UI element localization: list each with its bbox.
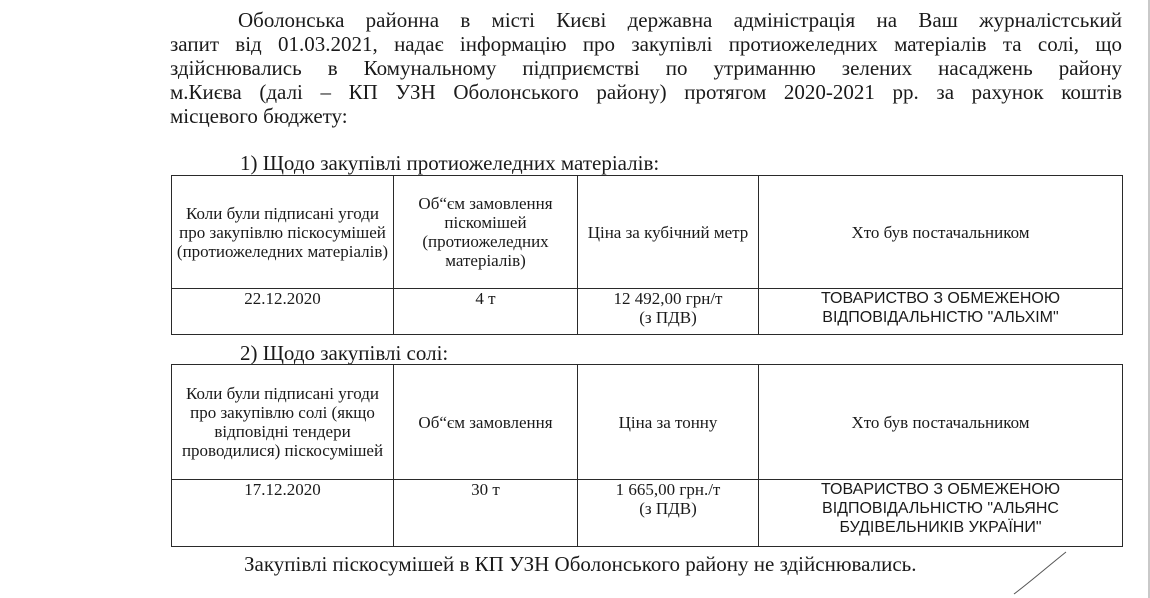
table-header-row [172,365,1123,480]
header-cell-date: Коли були підписані угоди про закупівлю солі (якщо відповідні тендери проводилися) піскосумішей [172,365,394,480]
header-cell-price: Ціна за тонну [578,365,759,480]
salt-table [171,364,1123,547]
header-cell-volume: Об“єм замовлення піскомішей (протиожеледних матеріалів) [394,176,578,289]
table-row [172,480,1123,547]
intro-line: Оболонська районна в місті Києві державна адміністрація на Ваш журналістський [238,8,1122,32]
cell-date: 22.12.2020 [172,289,394,335]
header-cell-date: Коли були підписані угоди про закупівлю піскосумішей (протиожеледних матеріалів) [172,176,394,289]
price-value: 12 492,00 грн/т [613,289,723,308]
cell-price [578,480,759,547]
table-row [172,289,1123,335]
antiice-materials-table [171,175,1123,335]
cell-volume: 30 т [394,480,578,547]
cell-date: 17.12.2020 [172,480,394,547]
intro-line: запит від 01.03.2021, надає інформацію про закупівлі протиожеледних матеріалів та солі, що [170,32,1122,56]
price-vat-note: (з ПДВ) [639,499,697,518]
supplier-line: ТОВАРИСТВО З ОБМЕЖЕНОЮ [821,481,1060,498]
intro-line: здійснювались в Комунальному підприємстві по утриманню зелених насаджень району [170,56,1122,80]
header-cell-volume: Об“єм замовлення [394,365,578,480]
section1-heading: 1) Щодо закупівлі протиожеледних матеріалів: [240,151,660,175]
cell-volume: 4 т [394,289,578,335]
price-value: 1 665,00 грн./т [615,480,721,499]
price-vat-note: (з ПДВ) [639,308,697,327]
supplier-line: ВІДПОВІДАЛЬНІСТЮ "АЛЬХІМ" [822,309,1059,326]
supplier-line: ВІДПОВІДАЛЬНІСТЮ "АЛЬЯНС [822,500,1059,517]
closing-statement: Закупівлі піскосумішей в КП УЗН Оболонського району не здійснювались. [244,552,917,576]
cell-supplier [759,289,1123,335]
intro-line: м.Києва (далі – КП УЗН Оболонського району) протягом 2020-2021 рр. за рахунок коштів [170,80,1122,104]
cell-supplier [759,480,1123,547]
intro-paragraph [170,8,1122,128]
section2-heading: 2) Щодо закупівлі солі: [240,341,449,365]
cell-price [578,289,759,335]
signature-stroke [1010,548,1070,596]
supplier-line: ТОВАРИСТВО З ОБМЕЖЕНОЮ [821,290,1060,307]
header-cell-price: Ціна за кубічний метр [578,176,759,289]
header-cell-supplier: Хто був постачальником [759,176,1123,289]
intro-line: місцевого бюджету: [170,104,348,128]
supplier-line: БУДІВЕЛЬНИКІВ УКРАЇНИ" [839,519,1042,536]
table-header-row [172,176,1123,289]
header-cell-supplier: Хто був постачальником [759,365,1123,480]
